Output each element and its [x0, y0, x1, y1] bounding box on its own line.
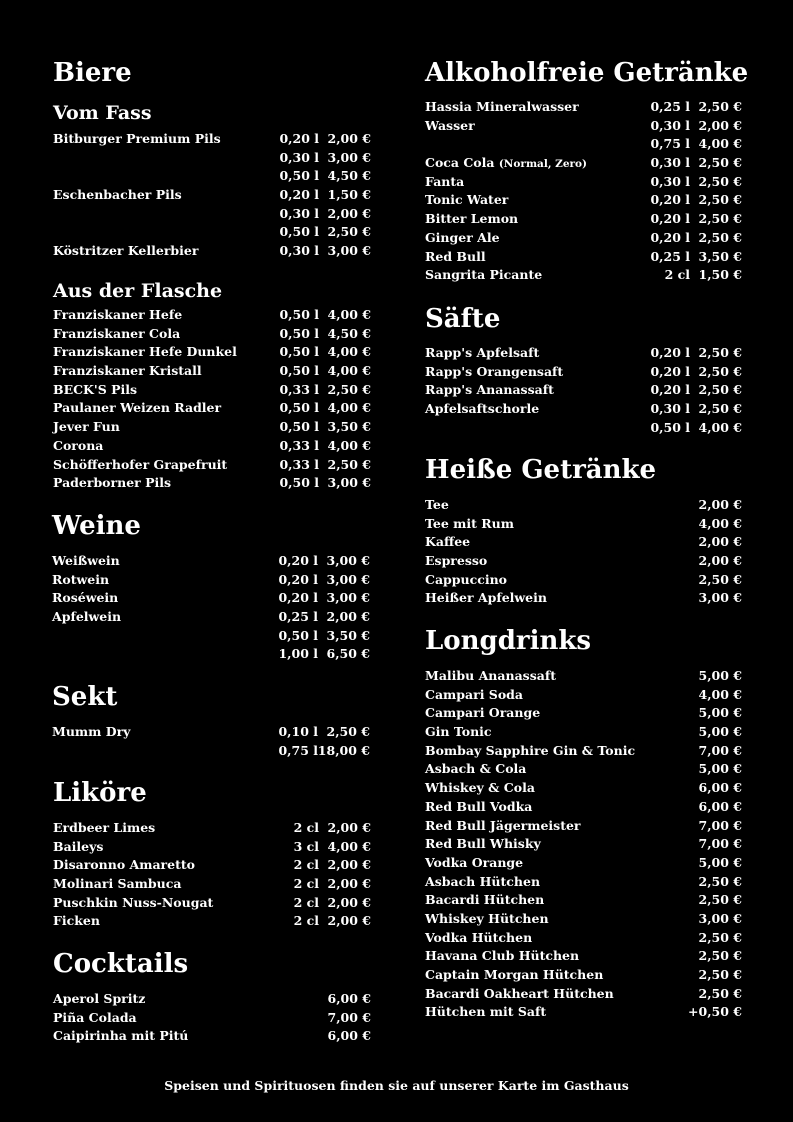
item-name: Rapp's Apfelsaft	[425, 345, 540, 360]
menu-item-row	[425, 266, 742, 285]
item-price: 2,00 €	[698, 117, 742, 133]
menu-item-row	[425, 381, 742, 400]
item-volume: 0,33 l	[279, 456, 319, 472]
menu-item-row	[425, 966, 742, 985]
menu-item-row	[425, 515, 742, 534]
menu-item-row	[425, 835, 742, 854]
section-title: Sekt	[52, 682, 118, 712]
item-volume: 0,50 l	[279, 475, 319, 491]
item-price: 2,50 €	[698, 211, 742, 227]
item-volume: 2 cl	[293, 876, 319, 892]
section-title: Alkoholfreie Getränke	[425, 58, 749, 88]
item-price: 4,00 €	[327, 838, 371, 854]
menu-item-row	[425, 779, 742, 798]
item-name: Hassia Mineralwasser	[425, 99, 579, 114]
item-name: Espresso	[425, 553, 488, 569]
item-volume: 0,30 l	[279, 149, 319, 165]
menu-item-row	[53, 456, 371, 475]
item-volume: 0,20 l	[650, 345, 690, 360]
item-price: 4,00 €	[698, 515, 742, 531]
menu-item-row	[425, 552, 742, 571]
menu-item-row	[425, 760, 742, 779]
item-name: Mumm Dry	[52, 724, 131, 739]
section-title: Cocktails	[53, 949, 189, 979]
item-volume: 0,10 l	[278, 724, 318, 739]
menu-item-row	[425, 723, 742, 742]
item-price: 2,00 €	[698, 497, 742, 512]
item-name: Fanta	[425, 173, 465, 189]
item-name: Havana Club Hütchen	[425, 948, 580, 964]
item-name: Caipirinha mit Pitú	[53, 1028, 189, 1044]
menu-item-row	[425, 344, 742, 363]
item-price: 4,00 €	[698, 136, 742, 152]
item-volume: 0,20 l	[278, 590, 318, 606]
item-name: Schöfferhofer Grapefruit	[53, 456, 228, 472]
item-name: Whiskey & Cola	[425, 780, 535, 796]
item-price: 7,00 €	[698, 742, 742, 758]
menu-item-row	[425, 817, 742, 836]
menu-item-row	[53, 325, 371, 344]
item-volume: 0,30 l	[279, 205, 319, 221]
item-price: 2,00 €	[327, 820, 371, 835]
item-name: Paderborner Pils	[53, 475, 172, 491]
item-volume: 0,30 l	[650, 173, 690, 189]
menu-item-row	[53, 242, 371, 261]
item-price: 2,00 €	[327, 894, 371, 910]
item-price: 4,00 €	[327, 344, 371, 360]
item-list	[52, 723, 370, 760]
menu-item-row	[53, 399, 371, 418]
item-price: 3,00 €	[698, 910, 742, 926]
item-name: Köstritzer Kellerbier	[53, 243, 199, 259]
item-name: Paulaner Weizen Radler	[53, 400, 222, 416]
menu-item-row	[425, 248, 742, 267]
item-price: 2,50 €	[327, 224, 371, 240]
menu-item-row	[425, 117, 742, 136]
item-price: 6,00 €	[698, 798, 742, 814]
item-price: 3,00 €	[326, 553, 370, 568]
item-price: 2,50 €	[698, 382, 742, 398]
section-title: Weine	[52, 511, 141, 541]
menu-item-row	[53, 838, 371, 857]
item-price: 3,00 €	[326, 571, 370, 587]
item-price: 4,00 €	[698, 686, 742, 702]
menu-item-row	[425, 533, 742, 552]
item-price: 2,00 €	[327, 913, 371, 929]
section-title: Säfte	[425, 304, 501, 334]
item-price: 5,00 €	[698, 668, 742, 683]
item-price: 4,00 €	[327, 363, 371, 379]
item-name: Vodka Orange	[425, 854, 524, 870]
item-price: 2,00 €	[327, 876, 371, 892]
item-price: 4,50 €	[327, 168, 371, 184]
item-price: 2,50 €	[698, 363, 742, 379]
item-price: 3,00 €	[698, 590, 742, 606]
item-name: Gin Tonic	[425, 724, 492, 740]
item-volume: 0,25 l	[278, 609, 318, 625]
item-name: Franziskaner Hefe Dunkel	[53, 344, 237, 360]
item-price: 2,00 €	[327, 131, 371, 146]
item-name: Red Bull Jägermeister	[425, 817, 581, 833]
item-name: Malibu Ananassaft	[425, 668, 557, 683]
menu-item-row	[53, 1009, 371, 1028]
section-saefte	[425, 304, 742, 437]
item-name: Weißwein	[52, 553, 120, 568]
section-weine	[52, 511, 370, 664]
item-volume: 0,50 l	[279, 419, 319, 435]
menu-item-row	[53, 990, 371, 1009]
item-name: Asbach Hütchen	[425, 873, 541, 889]
item-name: Jever Fun	[53, 419, 120, 435]
item-volume: 0,50 l	[279, 168, 319, 184]
item-name: Ginger Ale	[425, 229, 500, 245]
subsection-title: Vom Fass	[53, 102, 152, 124]
item-name: Franziskaner Hefe	[53, 307, 183, 322]
item-volume: 0,20 l	[650, 382, 690, 398]
item-price: 6,50 €	[326, 646, 370, 662]
item-price: 18,00 €	[317, 742, 370, 758]
menu-item-row	[425, 910, 742, 929]
menu-item-row	[425, 400, 742, 419]
item-name: Coca Cola (Normal, Zero)	[425, 155, 588, 171]
footer-note: Speisen und Spirituosen finden sie auf unserer Karte im Gasthaus	[164, 1078, 629, 1093]
item-name: Asbach & Cola	[425, 761, 527, 777]
item-price: 2,50 €	[698, 401, 742, 417]
item-name: Apfelwein	[52, 609, 122, 625]
menu-item-row	[425, 210, 742, 229]
item-price: 5,00 €	[698, 854, 742, 870]
item-price: 2,50 €	[698, 173, 742, 189]
item-name: BECK'S Pils	[53, 381, 138, 397]
menu-item-row	[53, 437, 371, 456]
item-volume: 0,50 l	[279, 363, 319, 379]
item-price: 2,50 €	[698, 873, 742, 889]
item-volume: 0,20 l	[279, 131, 319, 146]
item-name: Aperol Spritz	[53, 991, 146, 1006]
menu-item-row	[425, 704, 742, 723]
item-price: 2,50 €	[327, 381, 371, 397]
item-note: (Normal, Zero)	[498, 158, 588, 171]
item-list	[425, 496, 742, 608]
item-price: 7,00 €	[698, 817, 742, 833]
menu-item-row	[425, 135, 742, 154]
item-name: Piña Colada	[53, 1009, 137, 1025]
section-longdrinks	[425, 626, 742, 1022]
item-price: 4,00 €	[327, 307, 371, 322]
item-volume: 0,25 l	[650, 248, 690, 264]
item-price: 2,50 €	[698, 99, 742, 114]
item-name: Red Bull Whisky	[425, 836, 541, 852]
menu-item-row	[425, 98, 742, 117]
item-volume: 0,20 l	[278, 571, 318, 587]
menu-item-row	[425, 191, 742, 210]
item-price: 6,00 €	[327, 991, 371, 1006]
item-volume: 2 cl	[293, 820, 319, 835]
item-volume: 0,50 l	[279, 344, 319, 360]
section-title: Liköre	[53, 778, 147, 808]
menu-item-row	[52, 571, 370, 590]
item-volume: 0,20 l	[278, 553, 318, 568]
item-price: 5,00 €	[698, 761, 742, 777]
item-price: 2,50 €	[698, 571, 742, 587]
menu-item-row	[53, 856, 371, 875]
item-price: +0,50 €	[688, 1004, 742, 1020]
item-price: 2,50 €	[698, 892, 742, 908]
item-price: 4,00 €	[327, 400, 371, 416]
menu-item-row	[52, 742, 370, 761]
item-volume: 0,75 l	[278, 742, 318, 758]
section-biere	[53, 58, 371, 88]
item-price: 2,50 €	[698, 155, 742, 171]
item-list	[53, 990, 371, 1046]
item-volume: 0,30 l	[650, 117, 690, 133]
item-volume: 0,50 l	[279, 325, 319, 341]
menu-item-row	[53, 186, 371, 205]
item-price: 2,50 €	[698, 985, 742, 1001]
item-volume: 0,33 l	[279, 437, 319, 453]
item-price: 3,50 €	[698, 248, 742, 264]
item-volume: 0,50 l	[279, 307, 319, 322]
section-sekt	[52, 682, 370, 760]
item-name: Corona	[53, 437, 104, 453]
item-price: 3,00 €	[327, 149, 371, 165]
item-price: 2,00 €	[698, 553, 742, 569]
menu-item-row	[52, 723, 370, 742]
subsection-vom-fass	[53, 102, 371, 261]
menu-item-row	[425, 985, 742, 1004]
item-volume: 0,50 l	[278, 627, 318, 643]
item-volume: 2 cl	[293, 913, 319, 929]
item-price: 1,50 €	[327, 187, 371, 203]
item-name: Campari Soda	[425, 686, 524, 702]
item-name: Tee	[425, 497, 449, 512]
item-price: 7,00 €	[327, 1009, 371, 1025]
menu-item-row	[53, 167, 371, 186]
item-name: Erdbeer Limes	[53, 820, 156, 835]
item-price: 2,50 €	[698, 229, 742, 245]
item-name: Rapp's Ananassaft	[425, 382, 554, 398]
item-name: Red Bull Vodka	[425, 798, 533, 814]
item-price: 2,50 €	[326, 724, 370, 739]
item-name: Molinari Sambuca	[53, 876, 182, 892]
menu-item-row	[425, 1003, 742, 1022]
item-volume: 0,50 l	[279, 224, 319, 240]
menu-item-row	[425, 667, 742, 686]
section-title: Heiße Getränke	[425, 455, 657, 485]
item-volume: 3 cl	[293, 838, 319, 854]
item-volume: 0,30 l	[650, 155, 690, 171]
item-name: Tonic Water	[425, 192, 509, 208]
item-volume: 0,20 l	[650, 363, 690, 379]
item-volume: 2 cl	[293, 894, 319, 910]
item-name: Bitter Lemon	[425, 211, 519, 227]
item-name: Apfelsaftschorle	[425, 401, 540, 417]
item-name: Bacardi Oakheart Hütchen	[425, 985, 614, 1001]
item-volume: 0,75 l	[650, 136, 690, 152]
item-price: 1,50 €	[698, 267, 742, 283]
section-alkoholfreie-getraenke	[425, 58, 749, 285]
menu-item-row	[53, 343, 371, 362]
menu-item-row	[425, 947, 742, 966]
item-name: Cappuccino	[425, 571, 508, 587]
menu-item-row	[52, 645, 370, 664]
item-name: Bombay Sapphire Gin & Tonic	[425, 742, 636, 758]
item-volume: 1,00 l	[278, 646, 318, 662]
menu-item-row	[53, 362, 371, 381]
item-price: 2,00 €	[326, 609, 370, 625]
item-name: Hütchen mit Saft	[425, 1004, 547, 1020]
item-volume: 0,33 l	[279, 381, 319, 397]
menu-item-row	[53, 381, 371, 400]
item-name: Kaffee	[425, 534, 471, 550]
menu-item-row	[53, 1027, 371, 1046]
item-price: 3,00 €	[327, 243, 371, 259]
item-name: Franziskaner Kristall	[53, 363, 202, 379]
menu-item-row	[425, 686, 742, 705]
menu-item-row	[53, 819, 371, 838]
menu-item-row	[425, 929, 742, 948]
menu-item-row	[425, 419, 742, 438]
item-price: 2,50 €	[698, 192, 742, 208]
item-name: Eschenbacher Pils	[53, 187, 182, 203]
menu-item-row	[425, 154, 742, 173]
menu-item-row	[425, 873, 742, 892]
item-volume: 0,20 l	[650, 229, 690, 245]
item-volume: 0,30 l	[650, 401, 690, 417]
item-price: 6,00 €	[698, 780, 742, 796]
item-name: Vodka Hütchen	[425, 929, 533, 945]
item-price: 3,00 €	[326, 590, 370, 606]
section-heisse-getraenke	[425, 455, 742, 608]
menu-item-row	[425, 229, 742, 248]
item-name: Puschkin Nuss-Nougat	[53, 894, 214, 910]
menu-item-row	[52, 608, 370, 627]
item-name: Bacardi Hütchen	[425, 892, 545, 908]
subsection-title: Aus der Flasche	[53, 280, 223, 302]
menu-item-row	[53, 418, 371, 437]
item-name: Tee mit Rum	[425, 515, 514, 531]
item-price: 2,50 €	[698, 345, 742, 360]
item-list	[53, 819, 371, 931]
item-price: 7,00 €	[698, 836, 742, 852]
item-price: 3,00 €	[327, 475, 371, 491]
item-name: Rotwein	[52, 571, 110, 587]
subsection-aus-der-flasche	[53, 280, 371, 493]
menu-item-row	[425, 891, 742, 910]
menu-item-row	[425, 173, 742, 192]
menu-item-row	[425, 496, 742, 515]
menu-item-row	[425, 363, 742, 382]
item-price: 3,50 €	[327, 419, 371, 435]
item-list	[53, 306, 371, 493]
item-name: Red Bull	[425, 248, 486, 264]
item-price: 5,00 €	[698, 705, 742, 721]
item-price: 2,00 €	[698, 534, 742, 550]
item-price: 2,50 €	[698, 929, 742, 945]
item-price: 4,00 €	[327, 437, 371, 453]
item-volume: 0,25 l	[650, 99, 690, 114]
menu-item-row	[425, 798, 742, 817]
item-name: Franziskaner Cola	[53, 325, 181, 341]
section-cocktails	[53, 949, 371, 1046]
item-volume: 0,20 l	[279, 187, 319, 203]
section-likoere	[53, 778, 371, 931]
item-volume: 2 cl	[664, 267, 690, 283]
item-name: Bitburger Premium Pils	[53, 131, 221, 146]
menu-item-row	[53, 223, 371, 242]
menu-item-row	[53, 474, 371, 493]
item-price: 4,00 €	[698, 419, 742, 435]
item-list	[53, 130, 371, 261]
menu-item-row	[53, 306, 371, 325]
item-price: 2,50 €	[327, 456, 371, 472]
item-name: Disaronno Amaretto	[53, 857, 195, 873]
menu-item-row	[53, 130, 371, 149]
menu-item-row	[425, 854, 742, 873]
item-name: Wasser	[425, 117, 475, 133]
item-volume: 0,50 l	[650, 419, 690, 435]
menu-item-row	[52, 627, 370, 646]
item-volume: 0,20 l	[650, 211, 690, 227]
item-price: 5,00 €	[698, 724, 742, 740]
section-title: Longdrinks	[425, 626, 592, 656]
item-list	[425, 98, 742, 285]
item-list	[52, 552, 370, 664]
item-price: 6,00 €	[327, 1028, 371, 1044]
item-name: Heißer Apfelwein	[425, 590, 547, 606]
menu-item-row	[53, 875, 371, 894]
item-name: Whiskey Hütchen	[425, 910, 549, 926]
menu-item-row	[52, 552, 370, 571]
item-price: 2,00 €	[327, 205, 371, 221]
menu-item-row	[53, 912, 371, 931]
item-price: 2,50 €	[698, 948, 742, 964]
menu-item-row	[425, 742, 742, 761]
item-price: 2,50 €	[698, 967, 742, 982]
item-name: Rapp's Orangensaft	[425, 363, 564, 379]
item-list	[425, 344, 742, 437]
item-volume: 2 cl	[293, 857, 319, 873]
item-volume: 0,30 l	[279, 243, 319, 259]
item-price: 2,00 €	[327, 857, 371, 873]
item-name: Baileys	[53, 838, 104, 854]
menu-item-row	[53, 894, 371, 913]
section-title: Biere	[53, 58, 132, 88]
item-price: 4,50 €	[327, 325, 371, 341]
item-list	[425, 667, 742, 1022]
item-name: Campari Orange	[425, 705, 541, 721]
menu-item-row	[425, 571, 742, 590]
item-name: Roséwein	[52, 590, 119, 606]
item-name: Sangrita Picante	[425, 267, 543, 283]
item-volume: 0,20 l	[650, 192, 690, 208]
item-price: 3,50 €	[326, 627, 370, 643]
item-volume: 0,50 l	[279, 400, 319, 416]
menu-item-row	[52, 589, 370, 608]
item-name: Ficken	[53, 913, 100, 929]
menu-item-row	[53, 149, 371, 168]
item-name: Captain Morgan Hütchen	[425, 967, 604, 982]
menu-item-row	[425, 589, 742, 608]
menu-item-row	[53, 205, 371, 224]
